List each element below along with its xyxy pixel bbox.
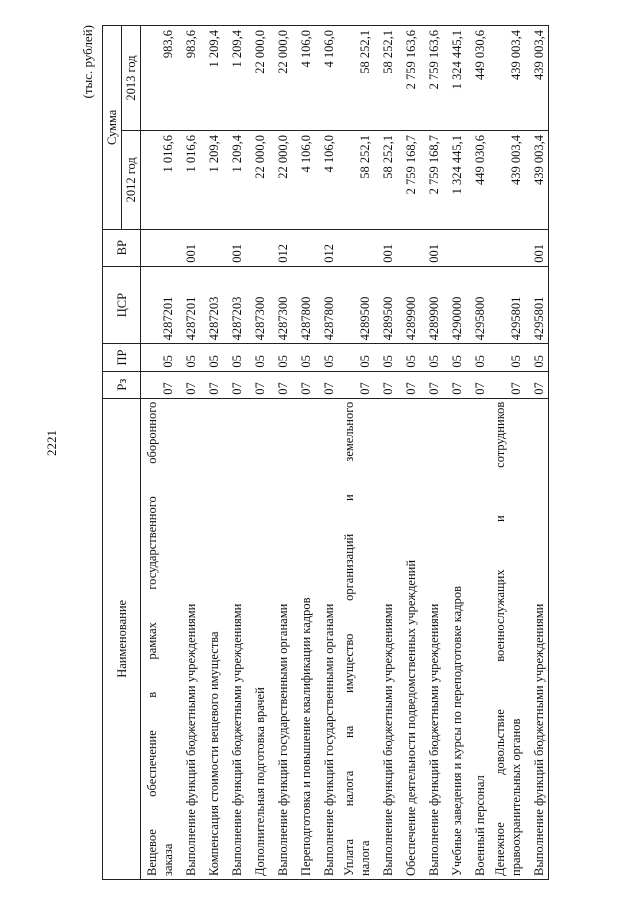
row-sum-2013: 449 030,6 [466,26,489,131]
row-vr [246,229,269,266]
row-name [420,398,443,879]
row-pr: 05 [200,344,223,371]
row-name-line: Выполнение функций бюджетными учреждениями [532,603,546,876]
table-row [525,26,549,880]
header-pr: ПР [103,344,141,371]
table-row [374,26,397,880]
row-sum-2013: 1 209,4 [223,26,246,131]
table-row [141,26,178,880]
table-row [466,26,489,880]
row-sum-2013: 439 003,4 [489,26,525,131]
row-name-line: Выполнение функций бюджетными учреждениями [427,603,441,876]
row-name [269,398,292,879]
row-pr: 05 [141,344,178,371]
row-name [141,398,178,879]
row-rz: 07 [443,371,466,398]
row-sum-2012: 22 000,0 [246,130,269,229]
header-name: Наименование [103,398,141,879]
row-rz: 07 [420,371,443,398]
row-name [292,398,315,879]
row-name [374,398,397,879]
row-rz: 07 [338,371,374,398]
row-vr [141,229,178,266]
row-sum-2012: 449 030,6 [466,130,489,229]
row-vr: 001 [177,229,200,266]
row-sum-2012: 58 252,1 [374,130,397,229]
row-rz: 07 [246,371,269,398]
row-csr: 4289500 [338,266,374,344]
row-sum-2013: 22 000,0 [246,26,269,131]
row-rz: 07 [466,371,489,398]
row-name [246,398,269,879]
row-rz: 07 [141,371,178,398]
rotated-page [74,25,594,880]
row-sum-2012: 58 252,1 [338,130,374,229]
row-csr: 4287800 [315,266,338,344]
row-vr [292,229,315,266]
table-row [489,26,525,880]
row-vr: 001 [525,229,549,266]
row-sum-2013: 4 106,0 [292,26,315,131]
row-sum-2013: 4 106,0 [315,26,338,131]
table-row [269,26,292,880]
row-csr: 4295801 [525,266,549,344]
row-name-line: Компенсация стоимости вещевого имущества [207,631,221,876]
row-csr: 4287300 [246,266,269,344]
row-name [489,398,525,879]
table-row [420,26,443,880]
row-name [315,398,338,879]
table-row [246,26,269,880]
row-pr: 05 [374,344,397,371]
row-sum-2012: 4 106,0 [315,130,338,229]
row-name-line: заказа [161,843,175,876]
row-csr: 4287203 [200,266,223,344]
row-name [525,398,549,879]
row-name [397,398,420,879]
row-pr: 05 [292,344,315,371]
row-sum-2012: 439 003,4 [489,130,525,229]
row-vr [489,229,525,266]
row-name-line: Выполнение функций бюджетными учреждениями [230,603,244,876]
row-sum-2013: 58 252,1 [338,26,374,131]
row-name-line: Выполнение функций бюджетными учреждениями [184,603,198,876]
row-csr: 4289900 [397,266,420,344]
row-rz: 07 [397,371,420,398]
row-csr: 4295800 [466,266,489,344]
table-row [292,26,315,880]
row-sum-2012: 1 016,6 [141,130,178,229]
table-row [338,26,374,880]
row-name-line: Обеспечение деятельности подведомственных учреждений [404,559,418,876]
row-rz: 07 [223,371,246,398]
row-csr: 4289900 [420,266,443,344]
row-sum-2012: 1 209,4 [200,130,223,229]
row-csr: 4287201 [177,266,200,344]
row-sum-2012: 22 000,0 [269,130,292,229]
header-vr: ВР [103,229,141,266]
row-name [443,398,466,879]
row-vr [200,229,223,266]
row-pr: 05 [443,344,466,371]
row-pr: 05 [315,344,338,371]
row-pr: 05 [338,344,374,371]
row-name-line: правоохранительных органов [509,718,523,876]
row-name-line: Учебные заведения и курсы по переподготовке кадров [450,586,464,876]
row-csr: 4290000 [443,266,466,344]
row-vr: 001 [420,229,443,266]
header-2013: 2013 год [122,26,141,131]
row-csr: 4289500 [374,266,397,344]
row-pr: 05 [246,344,269,371]
row-sum-2012: 1 016,6 [177,130,200,229]
row-pr: 05 [269,344,292,371]
row-sum-2013: 983,6 [141,26,178,131]
table-row [177,26,200,880]
header-sum: Сумма [103,26,122,230]
row-rz: 07 [292,371,315,398]
row-name-line: налога [358,840,372,876]
unit-note: (тыс. рублей) [80,25,95,99]
row-pr: 05 [466,344,489,371]
row-sum-2013: 2 759 163,6 [420,26,443,131]
row-sum-2012: 1 324 445,1 [443,130,466,229]
row-pr: 05 [223,344,246,371]
row-sum-2013: 22 000,0 [269,26,292,131]
header-2012: 2012 год [122,130,141,229]
row-sum-2013: 2 759 163,6 [397,26,420,131]
row-name-line: Денежное довольствие военнослужащих и сотрудников [493,401,507,876]
row-vr: 001 [374,229,397,266]
row-pr: 05 [489,344,525,371]
table-row [200,26,223,880]
budget-table [102,25,549,880]
row-sum-2012: 1 209,4 [223,130,246,229]
row-vr: 012 [269,229,292,266]
row-name-line: Вещевое обеспечение в рамках государственного оборонного [145,401,159,876]
table-body [141,26,549,880]
table-row [315,26,338,880]
row-name-line: Дополнительная подготовка врачей [253,687,267,876]
row-vr [466,229,489,266]
page-number: 2221 [44,430,59,456]
row-name-line: Выполнение функций бюджетными учреждениями [381,603,395,876]
row-csr: 4287800 [292,266,315,344]
row-pr: 05 [397,344,420,371]
row-pr: 05 [525,344,549,371]
row-name [466,398,489,879]
row-vr: 012 [315,229,338,266]
row-rz: 07 [269,371,292,398]
row-vr [443,229,466,266]
row-name-line: Уплата налога на имущество организаций и земельного [342,401,356,876]
table-row [397,26,420,880]
row-csr: 4287203 [223,266,246,344]
row-csr: 4287300 [269,266,292,344]
row-sum-2012: 2 759 168,7 [420,130,443,229]
row-rz: 07 [525,371,549,398]
row-rz: 07 [177,371,200,398]
row-name [223,398,246,879]
row-rz: 07 [315,371,338,398]
row-vr [397,229,420,266]
row-name-line: Переподготовка и повышение квалификации кадров [299,597,313,876]
row-name [338,398,374,879]
row-vr [338,229,374,266]
table-row [223,26,246,880]
row-name-line: Военный персонал [473,775,487,876]
table-header [103,26,141,880]
row-name-line: Выполнение функций государственными органами [276,603,290,876]
row-name-line: Выполнение функций государственными органами [322,603,336,876]
row-sum-2012: 439 003,4 [525,130,549,229]
row-sum-2012: 2 759 168,7 [397,130,420,229]
row-pr: 05 [420,344,443,371]
row-csr: 4287201 [141,266,178,344]
header-csr: ЦСР [103,266,141,344]
table-row [443,26,466,880]
row-rz: 07 [374,371,397,398]
row-rz: 07 [489,371,525,398]
row-vr: 001 [223,229,246,266]
row-sum-2013: 58 252,1 [374,26,397,131]
row-sum-2013: 1 324 445,1 [443,26,466,131]
row-csr: 4295801 [489,266,525,344]
header-rz: Рз [103,371,141,398]
row-name [177,398,200,879]
row-sum-2013: 983,6 [177,26,200,131]
row-sum-2012: 4 106,0 [292,130,315,229]
row-pr: 05 [177,344,200,371]
row-sum-2013: 1 209,4 [200,26,223,131]
row-rz: 07 [200,371,223,398]
row-name [200,398,223,879]
row-sum-2013: 439 003,4 [525,26,549,131]
